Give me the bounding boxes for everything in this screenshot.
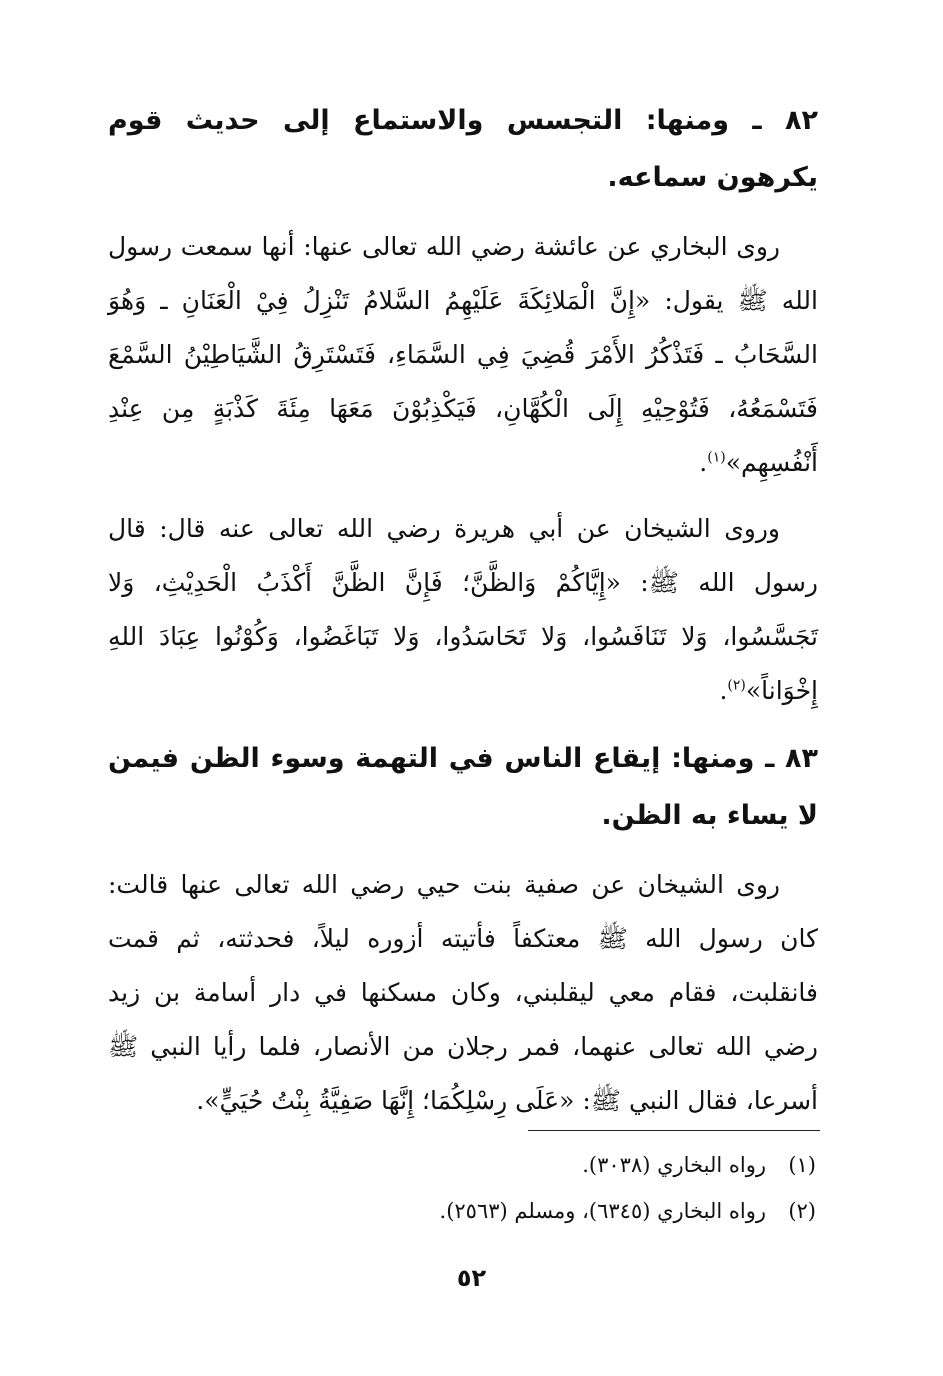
footnote-1 xyxy=(108,1142,822,1188)
footnote-ref-1[interactable]: (١) xyxy=(707,449,726,466)
footnotes xyxy=(108,1142,822,1234)
footnote-divider xyxy=(528,1130,820,1131)
footnote-2 xyxy=(108,1188,822,1234)
footnote-number: (٢) xyxy=(788,1199,816,1223)
section-82-heading: ٨٢ ـ ومنها: التجسس والاستماع إلى حديث قوم يكرهون سماعه. xyxy=(108,105,818,193)
footnote-ref-2[interactable]: (٢) xyxy=(727,677,746,694)
page-body xyxy=(108,92,818,1140)
footnote-text: رواه البخاري (٦٣٤٥)، ومسلم (٢٥٦٣). xyxy=(439,1199,766,1223)
section-82-paragraph-1: روى البخاري عن عائشة رضي الله تعالى عنها: أنها سمعت رسول الله ﷺ يقول: «إِنَّ الْمَلائِكَةَ عَلَيْهِمُ السَّلامُ تَنْزِلُ فِيْ الْعَنَانِ ـ وَهُوَ السَّحَابُ ـ فَتَذْكُرُ الأَمْرَ قُضِيَ فِي السَّمَاءِ، فَتَسْتَرِقُ الشَّيَاطِيْنُ السَّمْعَ فَتَسْمَعُهُ، فَتُوْحِيْهِ إِلَى الْكُهَّانِ، فَيَكْذِبُوْنَ مَعَهَا مِئَةَ كَذْبَةٍ مِن عِنْدِ أَنْفُسِهِم»$^{(١)}$. xyxy=(108,232,818,477)
section-82-paragraph-2: وروى الشيخان عن أبي هريرة رضي الله تعالى عنه قال: قال رسول الله ﷺ: «إِيَّاكُمْ وَالظَّنَّ؛ فَإِنَّ الظَّنَّ أَكْذَبُ الْحَدِيْثِ، وَلا تَجَسَّسُوا، وَلا تَنَافَسُوا، وَلا تَحَاسَدُوا، وَلا تَبَاغَضُوا، وَكُوْنُوا عِبَادَ اللهِ إِخْوَاناً»$^{(٢)}$. xyxy=(108,514,818,705)
page-number: ٥٢ xyxy=(456,1264,487,1292)
section-83-heading: ٨٣ ـ ومنها: إيقاع الناس في التهمة وسوء الظن فيمن لا يساء به الظن. xyxy=(108,743,818,831)
footnote-number: (١) xyxy=(788,1153,816,1177)
section-82-paragraph-1-text: روى البخاري عن عائشة رضي الله تعالى عنها: أنها سمعت رسول الله ﷺ يقول: «إِنَّ الْمَلائِكَةَ عَلَيْهِمُ السَّلامُ تَنْزِلُ فِيْ الْعَنَانِ ـ وَهُوَ السَّحَابُ ـ فَتَذْكُرُ الأَمْرَ قُضِيَ فِي السَّمَاءِ، فَتَسْتَرِقُ الشَّيَاطِيْنُ السَّمْعَ فَتَسْمَعُهُ، فَتُوْحِيْهِ إِلَى الْكُهَّانِ، فَيَكْذِبُوْنَ مَعَهَا مِئَةَ كَذْبَةٍ مِن عِنْدِ أَنْفُسِهِم» xyxy=(108,232,818,477)
section-83-paragraph-1: روى الشيخان عن صفية بنت حيي رضي الله تعالى عنها قالت: كان رسول الله ﷺ معتكفاً فأتيته أزوره ليلاً، فحدثته، ثم قمت فانقلبت، فقام معي ليقلبني، وكان مسكنها في دار أسامة بن زيد رضي الله تعالى عنهما، فمر رجلان من الأنصار، فلما رأيا النبي ﷺ أسرعا، فقال النبي ﷺ: «عَلَى رِسْلِكُمَا؛ إِنَّهَا صَفِيَّةُ بِنْتُ حُيَيٍّ». xyxy=(108,870,818,1115)
section-82-paragraph-2-text: وروى الشيخان عن أبي هريرة رضي الله تعالى عنه قال: قال رسول الله ﷺ: «إِيَّاكُمْ وَالظَّنَّ؛ فَإِنَّ الظَّنَّ أَكْذَبُ الْحَدِيْثِ، وَلا تَجَسَّسُوا، وَلا تَنَافَسُوا، وَلا تَحَاسَدُوا، وَلا تَبَاغَضُوا، وَكُوْنُوا عِبَادَ اللهِ إِخْوَاناً» xyxy=(108,514,818,705)
footnote-text: رواه البخاري (٣٠٣٨). xyxy=(582,1153,766,1177)
